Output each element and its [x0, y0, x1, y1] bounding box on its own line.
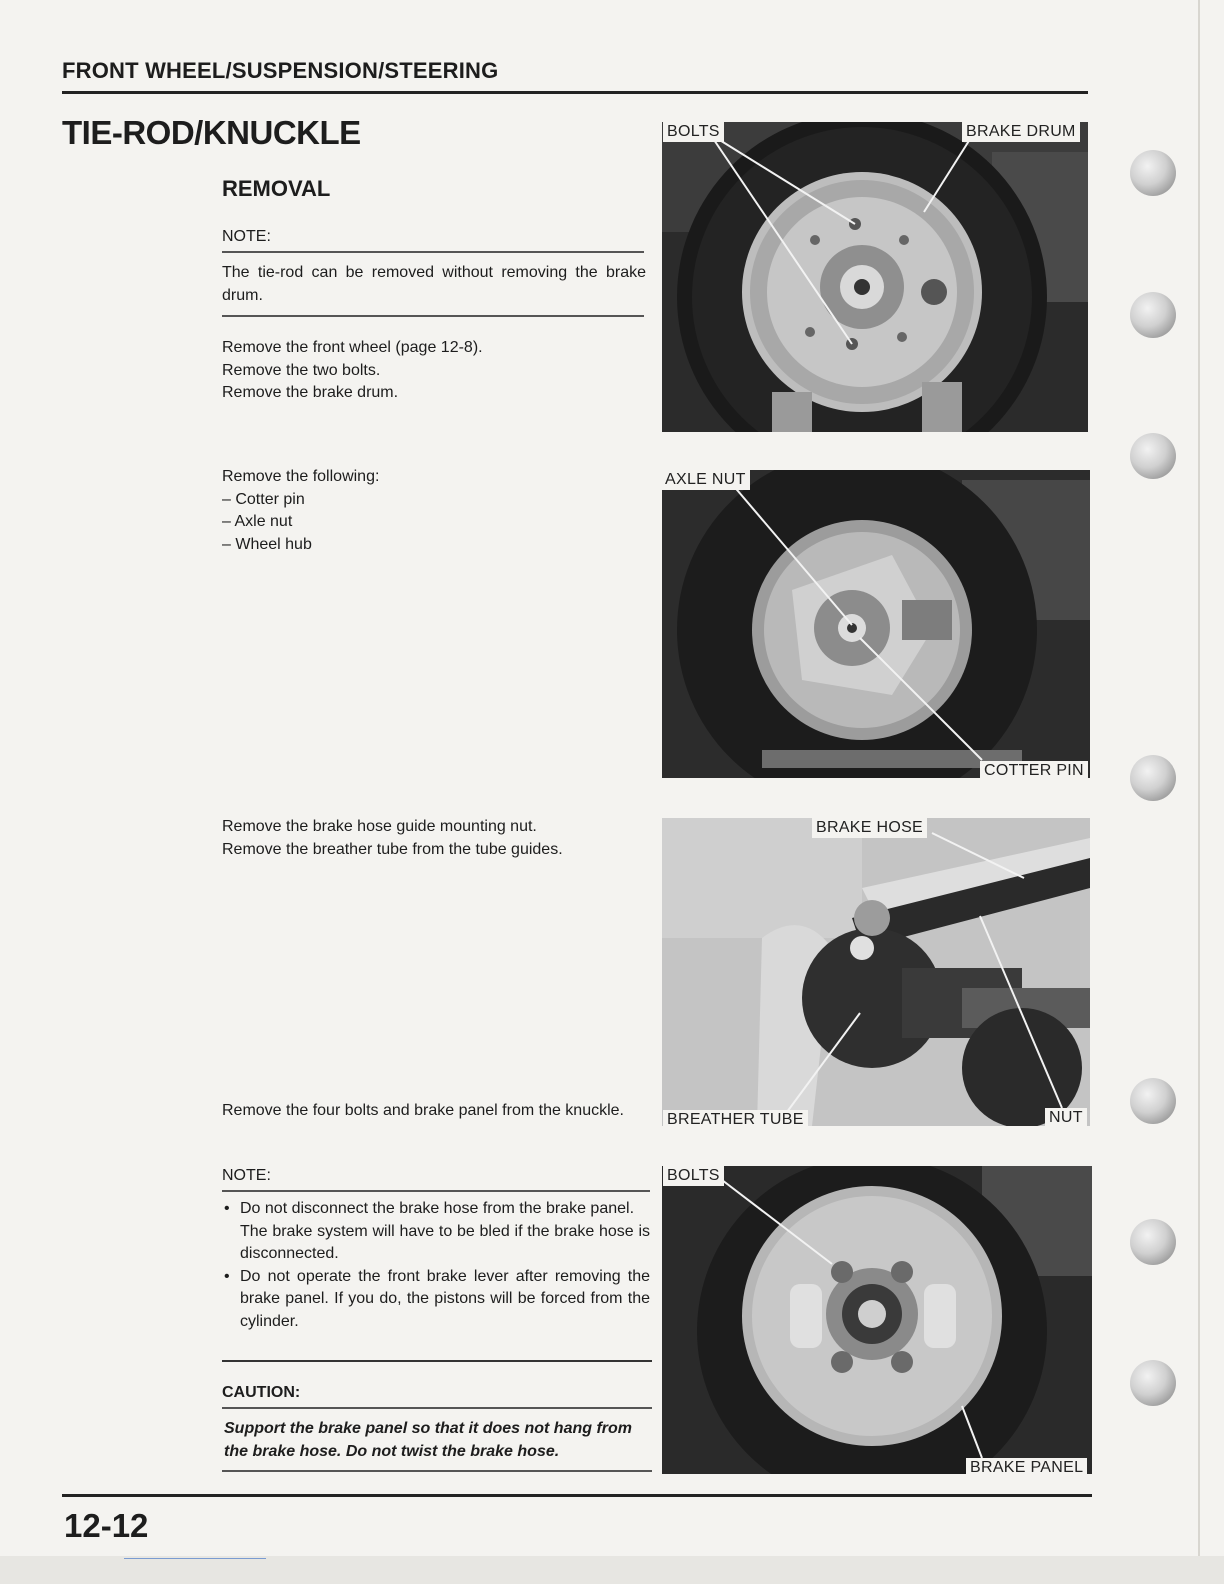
callout-bolts: BOLTS: [663, 122, 724, 142]
binder-tab-dot: [1130, 1078, 1176, 1124]
note-rule-bottom: [222, 1360, 652, 1362]
callout-axle-nut: AXLE NUT: [661, 470, 750, 490]
list-item: – Wheel hub: [222, 535, 312, 553]
callout-breather-tube: BREATHER TUBE: [663, 1110, 808, 1130]
bullet: •: [224, 1200, 230, 1217]
step-line: Remove the front wheel (page 12-8).: [222, 339, 483, 356]
note-rule-top: [222, 1190, 650, 1192]
note-item-subtext: The brake system will have to be bled if the brake hose is disconnected.: [240, 1222, 650, 1262]
caution-rule-top: [222, 1407, 652, 1409]
note-text: The tie-rod can be removed without removing the brake drum.: [222, 264, 646, 304]
list-item: – Cotter pin: [222, 490, 305, 508]
photo-brake-hose: [662, 818, 1090, 1126]
step-line: Remove the brake hose guide mounting nut.: [222, 818, 537, 835]
note-list: [222, 1198, 650, 1333]
binder-tab-dot: [1130, 292, 1176, 338]
photo-brake-drum: [662, 122, 1088, 432]
list-item: – Axle nut: [222, 513, 293, 530]
step-remove-drum: [222, 337, 646, 405]
page-edge: [1198, 0, 1200, 1584]
note-label: NOTE:: [222, 1167, 271, 1184]
step-remove-following: [222, 466, 646, 556]
bottom-strip: [0, 1556, 1224, 1584]
binder-tab-dot: [1130, 1360, 1176, 1406]
step-remove-brake-panel: Remove the four bolts and brake panel from the knuckle.: [222, 1102, 624, 1119]
step-remove-hose-guide: [222, 816, 646, 861]
footer-rule: [62, 1494, 1092, 1497]
page-number: 12-12: [64, 1507, 149, 1544]
bottom-accent-line: [124, 1558, 266, 1559]
binder-tab-dot: [1130, 150, 1176, 196]
removal-heading: REMOVAL: [222, 176, 331, 201]
caution-text: Support the brake panel so that it does not hang from the brake hose. Do not twist the brake hose.: [224, 1420, 633, 1460]
callout-brake-drum: BRAKE DRUM: [962, 122, 1080, 142]
callout-bolts: BOLTS: [663, 1166, 724, 1186]
callout-brake-hose: BRAKE HOSE: [812, 818, 927, 838]
step-line: Remove the brake drum.: [222, 384, 399, 401]
note-rule-bottom: [222, 315, 644, 317]
photo-axle-nut: [662, 470, 1090, 778]
note-item-text: Do not disconnect the brake hose from the brake panel.: [240, 1200, 635, 1217]
step-line: Remove the breather tube from the tube guides.: [222, 840, 563, 858]
list-item: [222, 1198, 650, 1266]
binder-tab-dot: [1130, 1219, 1176, 1265]
callout-nut: NUT: [1045, 1108, 1087, 1128]
note-rule-top: [222, 251, 644, 253]
section-header: FRONT WHEEL/SUSPENSION/STEERING: [62, 58, 499, 83]
page-title: TIE-ROD/KNUCKLE: [62, 114, 361, 151]
callout-cotter-pin: COTTER PIN: [980, 761, 1088, 781]
step-intro: Remove the following:: [222, 468, 380, 485]
caution-label: CAUTION:: [222, 1384, 301, 1401]
note-item-text: Do not operate the front brake lever after removing the brake panel. If you do, the pistons will be forced from the cylinder.: [240, 1267, 650, 1330]
bullet: •: [224, 1267, 230, 1285]
binder-tab-dot: [1130, 755, 1176, 801]
header-rule: [62, 91, 1088, 94]
callout-brake-panel: BRAKE PANEL: [966, 1458, 1087, 1478]
list-item: [222, 1266, 650, 1334]
caution-rule-bottom: [222, 1470, 652, 1472]
note-label: NOTE:: [222, 228, 271, 245]
step-line: Remove the two bolts.: [222, 361, 381, 379]
photo-brake-panel: [662, 1166, 1092, 1474]
binder-tab-dot: [1130, 433, 1176, 479]
